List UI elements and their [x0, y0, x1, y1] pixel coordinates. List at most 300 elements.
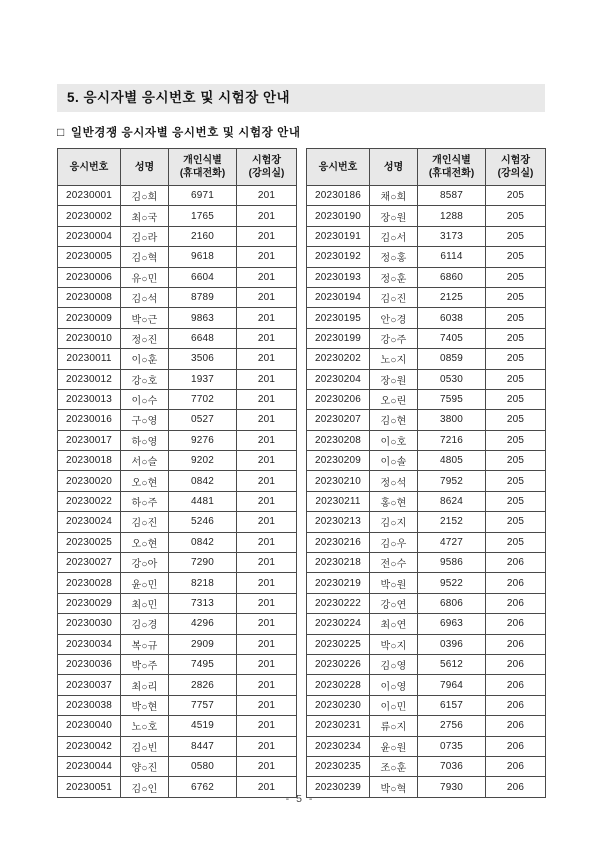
table-cell: 박○지	[370, 634, 418, 654]
table-cell: 류○지	[370, 716, 418, 736]
table-cell: 20230225	[307, 634, 370, 654]
table-cell: 4805	[418, 451, 486, 471]
table-row	[58, 675, 297, 695]
table-row	[58, 206, 297, 226]
table-cell: 20230216	[307, 532, 370, 552]
table-cell: 201	[237, 430, 297, 450]
table-cell: 최○민	[121, 593, 169, 613]
table-cell: 20230038	[58, 695, 121, 715]
table-cell: 20230008	[58, 287, 121, 307]
table-cell: 20230042	[58, 736, 121, 756]
table-cell: 20230004	[58, 226, 121, 246]
table-row	[307, 247, 546, 267]
table-cell: 정○홍	[370, 247, 418, 267]
table-cell: 20230025	[58, 532, 121, 552]
table-cell: 7757	[169, 695, 237, 715]
exam-table-right	[306, 148, 546, 798]
table-cell: 20230204	[307, 369, 370, 389]
table-cell: 김○경	[121, 614, 169, 634]
table-cell: 6762	[169, 777, 237, 797]
table-cell: 7595	[418, 389, 486, 409]
table-cell: 강○호	[121, 369, 169, 389]
table-cell: 20230230	[307, 695, 370, 715]
table-cell: 20230195	[307, 308, 370, 328]
table-cell: 20230017	[58, 430, 121, 450]
table-cell: 7930	[418, 777, 486, 797]
column-header-name: 성명	[121, 149, 169, 186]
table-cell: 201	[237, 716, 297, 736]
table-cell: 김○우	[370, 532, 418, 552]
column-header-personal-id: 개인식별 (휴대전화)	[418, 149, 486, 186]
table-cell: 6604	[169, 267, 237, 287]
table-row	[58, 430, 297, 450]
table-row	[307, 614, 546, 634]
table-cell: 최○연	[370, 614, 418, 634]
table-row	[307, 512, 546, 532]
table-cell: 7702	[169, 389, 237, 409]
table-cell: 양○진	[121, 756, 169, 776]
table-cell: 8447	[169, 736, 237, 756]
table-row	[58, 410, 297, 430]
table-cell: 206	[486, 634, 546, 654]
table-cell: 206	[486, 736, 546, 756]
table-cell: 조○훈	[370, 756, 418, 776]
table-cell: 205	[486, 349, 546, 369]
table-cell: 7036	[418, 756, 486, 776]
table-row	[307, 553, 546, 573]
table-cell: 20230194	[307, 287, 370, 307]
table-cell: 0842	[169, 532, 237, 552]
table-row	[58, 654, 297, 674]
table-cell: 20230016	[58, 410, 121, 430]
table-cell: 201	[237, 695, 297, 715]
table-cell: 206	[486, 593, 546, 613]
table-row	[307, 695, 546, 715]
table-row	[307, 491, 546, 511]
table-cell: 205	[486, 532, 546, 552]
table-cell: 20230020	[58, 471, 121, 491]
table-cell: 20230239	[307, 777, 370, 797]
table-cell: 20230226	[307, 654, 370, 674]
table-cell: 6963	[418, 614, 486, 634]
table-cell: 201	[237, 491, 297, 511]
table-cell: 윤○민	[121, 573, 169, 593]
table-cell: 김○서	[370, 226, 418, 246]
table-cell: 205	[486, 430, 546, 450]
table-cell: 20230211	[307, 491, 370, 511]
table-cell: 6971	[169, 186, 237, 206]
table-cell: 20230044	[58, 756, 121, 776]
table-cell: 205	[486, 410, 546, 430]
table-cell: 0580	[169, 756, 237, 776]
table-row	[58, 634, 297, 654]
table-cell: 하○영	[121, 430, 169, 450]
table-cell: 201	[237, 736, 297, 756]
table-cell: 20230213	[307, 512, 370, 532]
table-cell: 205	[486, 308, 546, 328]
table-cell: 정○훈	[370, 267, 418, 287]
table-cell: 오○현	[121, 532, 169, 552]
table-cell: 7495	[169, 654, 237, 674]
table-cell: 7216	[418, 430, 486, 450]
table-cell: 유○민	[121, 267, 169, 287]
table-cell: 20230209	[307, 451, 370, 471]
table-cell: 201	[237, 308, 297, 328]
column-header-exam-number: 응시번호	[307, 149, 370, 186]
table-cell: 201	[237, 512, 297, 532]
subsection-title	[57, 124, 545, 140]
table-row	[58, 491, 297, 511]
table-cell: 김○현	[370, 410, 418, 430]
table-row	[307, 186, 546, 206]
table-row	[58, 226, 297, 246]
table-cell: 205	[486, 287, 546, 307]
table-cell: 9586	[418, 553, 486, 573]
table-cell: 7405	[418, 328, 486, 348]
table-cell: 8218	[169, 573, 237, 593]
table-cell: 20230234	[307, 736, 370, 756]
table-cell: 205	[486, 267, 546, 287]
table-cell: 206	[486, 716, 546, 736]
table-cell: 201	[237, 349, 297, 369]
table-cell: 2160	[169, 226, 237, 246]
table-cell: 이○민	[370, 695, 418, 715]
table-cell: 노○지	[370, 349, 418, 369]
table-cell: 205	[486, 369, 546, 389]
table-cell: 9618	[169, 247, 237, 267]
table-row	[307, 675, 546, 695]
table-cell: 201	[237, 756, 297, 776]
table-cell: 박○원	[370, 573, 418, 593]
table-row	[58, 695, 297, 715]
table-cell: 6114	[418, 247, 486, 267]
table-cell: 205	[486, 328, 546, 348]
table-row	[307, 654, 546, 674]
table-cell: 이○훈	[121, 349, 169, 369]
table-cell: 김○지	[370, 512, 418, 532]
table-cell: 9202	[169, 451, 237, 471]
table-cell: 201	[237, 186, 297, 206]
exam-table-left	[57, 148, 297, 798]
table-cell: 20230228	[307, 675, 370, 695]
table-cell: 20230040	[58, 716, 121, 736]
table-cell: 205	[486, 451, 546, 471]
table-cell: 8587	[418, 186, 486, 206]
table-cell: 205	[486, 512, 546, 532]
column-header-exam-room: 시험장 (강의실)	[237, 149, 297, 186]
table-cell: 20230231	[307, 716, 370, 736]
table-row	[58, 573, 297, 593]
table-cell: 오○린	[370, 389, 418, 409]
table-cell: 정○석	[370, 471, 418, 491]
table-cell: 0527	[169, 410, 237, 430]
table-row	[58, 471, 297, 491]
table-cell: 장○원	[370, 369, 418, 389]
table-cell: 김○희	[121, 186, 169, 206]
table-cell: 8789	[169, 287, 237, 307]
table-cell: 201	[237, 553, 297, 573]
table-row	[58, 451, 297, 471]
table-cell: 이○솔	[370, 451, 418, 471]
tables-container	[57, 148, 545, 798]
table-cell: 3173	[418, 226, 486, 246]
table-cell: 20230028	[58, 573, 121, 593]
table-cell: 201	[237, 206, 297, 226]
table-cell: 20230199	[307, 328, 370, 348]
table-row	[307, 308, 546, 328]
table-cell: 20230186	[307, 186, 370, 206]
table-cell: 김○빈	[121, 736, 169, 756]
table-cell: 20230191	[307, 226, 370, 246]
table-cell: 6860	[418, 267, 486, 287]
table-cell: 채○희	[370, 186, 418, 206]
table-cell: 최○국	[121, 206, 169, 226]
table-cell: 20230006	[58, 267, 121, 287]
table-cell: 9522	[418, 573, 486, 593]
table-cell: 201	[237, 287, 297, 307]
table-cell: 이○수	[121, 389, 169, 409]
table-row	[307, 287, 546, 307]
table-row	[58, 369, 297, 389]
table-cell: 201	[237, 573, 297, 593]
table-cell: 2826	[169, 675, 237, 695]
table-cell: 205	[486, 471, 546, 491]
table-cell: 201	[237, 267, 297, 287]
table-row	[58, 532, 297, 552]
table-header-row	[58, 149, 297, 186]
table-row	[307, 634, 546, 654]
table-cell: 0735	[418, 736, 486, 756]
table-row	[58, 389, 297, 409]
table-cell: 박○혁	[370, 777, 418, 797]
table-cell: 20230222	[307, 593, 370, 613]
table-cell: 201	[237, 654, 297, 674]
table-cell: 김○인	[121, 777, 169, 797]
table-row	[307, 349, 546, 369]
checkbox-square-icon: □	[57, 125, 65, 139]
page-content	[57, 84, 545, 798]
table-cell: 20230013	[58, 389, 121, 409]
table-cell: 6648	[169, 328, 237, 348]
table-cell: 김○라	[121, 226, 169, 246]
table-cell: 20230012	[58, 369, 121, 389]
table-row	[58, 614, 297, 634]
page-number: - 5 -	[285, 793, 315, 805]
table-cell: 20230193	[307, 267, 370, 287]
table-cell: 안○경	[370, 308, 418, 328]
table-cell: 0842	[169, 471, 237, 491]
table-header-row	[307, 149, 546, 186]
table-row	[307, 430, 546, 450]
table-cell: 206	[486, 553, 546, 573]
column-header-name: 성명	[370, 149, 418, 186]
table-cell: 2152	[418, 512, 486, 532]
subsection-title-label: 일반경쟁 응시자별 응시번호 및 시험장 안내	[70, 127, 301, 139]
table-cell: 201	[237, 634, 297, 654]
table-row	[58, 512, 297, 532]
table-cell: 201	[237, 777, 297, 797]
table-cell: 20230034	[58, 634, 121, 654]
table-cell: 201	[237, 451, 297, 471]
table-row	[307, 369, 546, 389]
table-cell: 201	[237, 532, 297, 552]
table-cell: 3506	[169, 349, 237, 369]
table-row	[307, 389, 546, 409]
table-cell: 4727	[418, 532, 486, 552]
column-header-personal-id: 개인식별 (휴대전화)	[169, 149, 237, 186]
table-cell: 7290	[169, 553, 237, 573]
table-cell: 20230207	[307, 410, 370, 430]
table-body-right	[307, 186, 546, 798]
table-cell: 김○석	[121, 287, 169, 307]
table-cell: 20230002	[58, 206, 121, 226]
table-cell: 홍○현	[370, 491, 418, 511]
table-row	[307, 736, 546, 756]
table-cell: 20230024	[58, 512, 121, 532]
table-cell: 20230192	[307, 247, 370, 267]
table-cell: 20230030	[58, 614, 121, 634]
section-title: 5. 응시자별 응시번호 및 시험장 안내	[57, 84, 545, 112]
table-row	[307, 471, 546, 491]
table-cell: 최○리	[121, 675, 169, 695]
table-cell: 2125	[418, 287, 486, 307]
table-cell: 박○현	[121, 695, 169, 715]
table-cell: 4481	[169, 491, 237, 511]
table-cell: 20230235	[307, 756, 370, 776]
table-cell: 9863	[169, 308, 237, 328]
table-row	[307, 328, 546, 348]
table-cell: 205	[486, 247, 546, 267]
table-cell: 4296	[169, 614, 237, 634]
table-cell: 7313	[169, 593, 237, 613]
table-cell: 6038	[418, 308, 486, 328]
table-cell: 7952	[418, 471, 486, 491]
column-header-exam-number: 응시번호	[58, 149, 121, 186]
table-cell: 20230051	[58, 777, 121, 797]
table-cell: 20230005	[58, 247, 121, 267]
table-cell: 206	[486, 654, 546, 674]
table-cell: 20230027	[58, 553, 121, 573]
table-cell: 4519	[169, 716, 237, 736]
table-cell: 20230036	[58, 654, 121, 674]
table-cell: 206	[486, 614, 546, 634]
table-cell: 20230218	[307, 553, 370, 573]
table-cell: 9276	[169, 430, 237, 450]
table-row	[58, 756, 297, 776]
table-cell: 201	[237, 471, 297, 491]
table-cell: 205	[486, 491, 546, 511]
table-cell: 0396	[418, 634, 486, 654]
table-row	[58, 716, 297, 736]
table-cell: 0530	[418, 369, 486, 389]
table-cell: 201	[237, 247, 297, 267]
table-cell: 20230210	[307, 471, 370, 491]
table-cell: 1288	[418, 206, 486, 226]
table-row	[307, 206, 546, 226]
table-cell: 하○주	[121, 491, 169, 511]
table-row	[307, 593, 546, 613]
table-cell: 7964	[418, 675, 486, 695]
table-row	[58, 267, 297, 287]
table-cell: 2756	[418, 716, 486, 736]
table-cell: 노○호	[121, 716, 169, 736]
table-cell: 김○혁	[121, 247, 169, 267]
table-cell: 3800	[418, 410, 486, 430]
table-cell: 201	[237, 614, 297, 634]
table-cell: 206	[486, 695, 546, 715]
table-cell: 20230029	[58, 593, 121, 613]
table-row	[58, 736, 297, 756]
table-row	[307, 226, 546, 246]
table-row	[58, 247, 297, 267]
table-row	[58, 287, 297, 307]
table-cell: 20230206	[307, 389, 370, 409]
table-cell: 6806	[418, 593, 486, 613]
table-row	[307, 410, 546, 430]
table-cell: 206	[486, 777, 546, 797]
table-cell: 205	[486, 186, 546, 206]
table-cell: 김○진	[121, 512, 169, 532]
table-cell: 이○영	[370, 675, 418, 695]
table-cell: 박○주	[121, 654, 169, 674]
table-cell: 5612	[418, 654, 486, 674]
table-cell: 201	[237, 369, 297, 389]
table-cell: 205	[486, 389, 546, 409]
table-row	[307, 532, 546, 552]
table-row	[307, 716, 546, 736]
table-cell: 김○영	[370, 654, 418, 674]
table-cell: 강○주	[370, 328, 418, 348]
table-cell: 복○규	[121, 634, 169, 654]
table-cell: 20230224	[307, 614, 370, 634]
table-cell: 김○진	[370, 287, 418, 307]
table-cell: 206	[486, 756, 546, 776]
table-cell: 201	[237, 410, 297, 430]
table-cell: 구○영	[121, 410, 169, 430]
table-cell: 201	[237, 226, 297, 246]
table-cell: 장○원	[370, 206, 418, 226]
table-cell: 8624	[418, 491, 486, 511]
table-row	[307, 267, 546, 287]
table-cell: 201	[237, 593, 297, 613]
table-row	[307, 756, 546, 776]
table-cell: 20230219	[307, 573, 370, 593]
table-cell: 20230018	[58, 451, 121, 471]
table-cell: 윤○원	[370, 736, 418, 756]
table-cell: 20230037	[58, 675, 121, 695]
table-cell: 20230190	[307, 206, 370, 226]
table-row	[307, 451, 546, 471]
table-body-left	[58, 186, 297, 798]
table-cell: 205	[486, 206, 546, 226]
table-row	[58, 328, 297, 348]
table-row	[58, 186, 297, 206]
table-cell: 201	[237, 389, 297, 409]
table-cell: 20230001	[58, 186, 121, 206]
table-cell: 205	[486, 226, 546, 246]
table-cell: 오○현	[121, 471, 169, 491]
table-cell: 강○아	[121, 553, 169, 573]
table-cell: 1937	[169, 369, 237, 389]
column-header-exam-room: 시험장 (강의실)	[486, 149, 546, 186]
table-cell: 201	[237, 328, 297, 348]
table-cell: 20230010	[58, 328, 121, 348]
table-cell: 1765	[169, 206, 237, 226]
table-cell: 6157	[418, 695, 486, 715]
table-row	[58, 553, 297, 573]
table-cell: 정○진	[121, 328, 169, 348]
table-cell: 서○슬	[121, 451, 169, 471]
